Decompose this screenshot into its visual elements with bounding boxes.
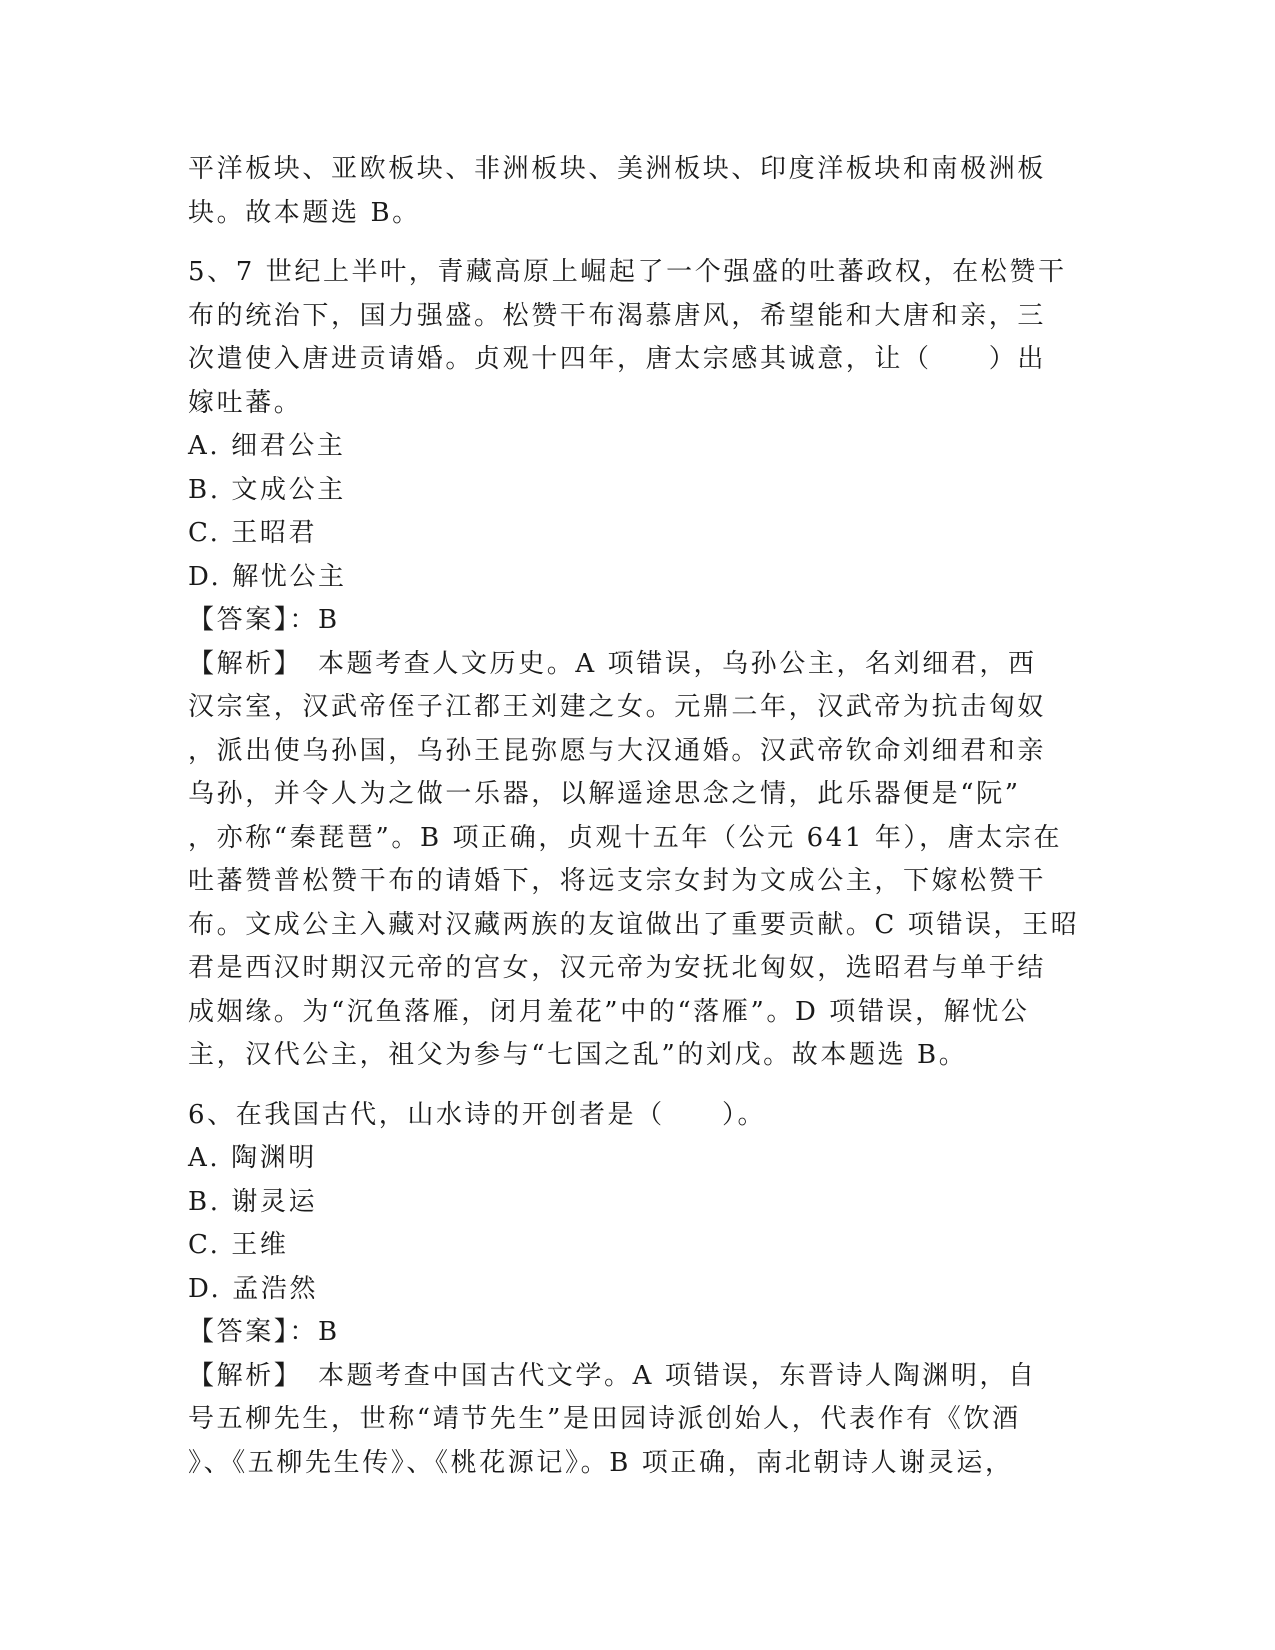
option-b: B. 文成公主 [188,474,346,505]
question-6-options [188,1137,1068,1311]
document-content [188,148,1080,1485]
analysis-line: 乌孙，并令人为之做一乐器，以解遥途思念之情，此乐器便是“阮” [188,779,1021,809]
question-5-stem [188,251,1068,425]
analysis-line: 成姻缘。为“沉鱼落雁，闭月羞花”中的“落雁”。D 项错误，解忧公 [188,996,1030,1027]
analysis-line: 布。文成公主入藏对汉藏两族的友谊做出了重要贡献。C 项错误，王昭 [188,909,1080,940]
analysis-line: 吐蕃赞普松赞干布的请婚下，将远支宗女封为文成公主，下嫁松赞干 [188,866,1047,896]
question-stem-line: 6、在我国古代，山水诗的开创者是（ ）。 [188,1099,767,1130]
question-stem-line: 嫁吐蕃。 [188,387,303,418]
option-b: B. 谢灵运 [188,1186,318,1217]
question-stem-line: 布的统治下，国力强盛。松赞干布渴慕唐风，希望能和大唐和亲，三 [188,300,1047,331]
paragraph-gap [188,1078,1068,1094]
analysis-line: 号五柳先生，世称“靖节先生”是田园诗派创始人，代表作有《饮酒 [188,1404,1021,1434]
question-6-stem [188,1094,1068,1138]
question-5-analysis [188,643,1080,1078]
answer-line: 【答案】：B [188,605,340,635]
answer-line: 【答案】：B [188,1317,340,1347]
question-6 [188,1094,1068,1486]
analysis-line: 汉宗室，汉武帝侄子江都王刘建之女。元鼎二年，汉武帝为抗击匈奴 [188,692,1047,722]
analysis-line: 【解析】 本题考查中国古代文学。A 项错误，东晋诗人陶渊明，自 [188,1360,1037,1391]
option-c: C. 王维 [188,1230,289,1260]
question-5 [188,251,1080,1078]
analysis-line: ，亦称“秦琵琶”。B 项正确，贞观十五年（公元 641 年），唐太宗在 [188,822,1063,853]
option-d: D. 孟浩然 [188,1273,319,1304]
option-a: A. 陶渊明 [188,1143,317,1173]
paragraph-gap [188,235,1068,251]
analysis-line: ，派出使乌孙国，乌孙王昆弥愿与大汉通婚。汉武帝钦命刘细君和亲 [188,735,1047,766]
question-stem-line: 次遣使入唐进贡请婚。贞观十四年，唐太宗感其诚意，让（ ）出 [188,344,1047,374]
text-line: 平洋板块、亚欧板块、非洲板块、美洲板块、印度洋板块和南极洲板 [188,154,1047,184]
option-c: C. 王昭君 [188,518,318,548]
intro-paragraph [188,148,1068,235]
question-stem-line: 5、7 世纪上半叶，青藏高原上崛起了一个强盛的吐蕃政权，在松赞干 [188,257,1067,287]
question-5-options [188,425,1068,599]
option-d: D. 解忧公主 [188,561,347,592]
analysis-line: 君是西汉时期汉元帝的宫女，汉元帝为安抚北匈奴，选昭君与单于结 [188,953,1047,983]
question-6-analysis [188,1355,1068,1486]
analysis-line: 》、《五柳先生传》、《桃花源记》。B 项正确，南北朝诗人谢灵运， [188,1447,1014,1478]
analysis-line: 【解析】 本题考查人文历史。A 项错误，乌孙公主，名刘细君，西 [188,648,1037,679]
analysis-line: 主，汉代公主，祖父为参与“七国之乱”的刘戊。故本题选 B。 [188,1040,968,1070]
option-a: A. 细君公主 [188,431,346,461]
text-line: 块。故本题选 B。 [188,197,421,228]
